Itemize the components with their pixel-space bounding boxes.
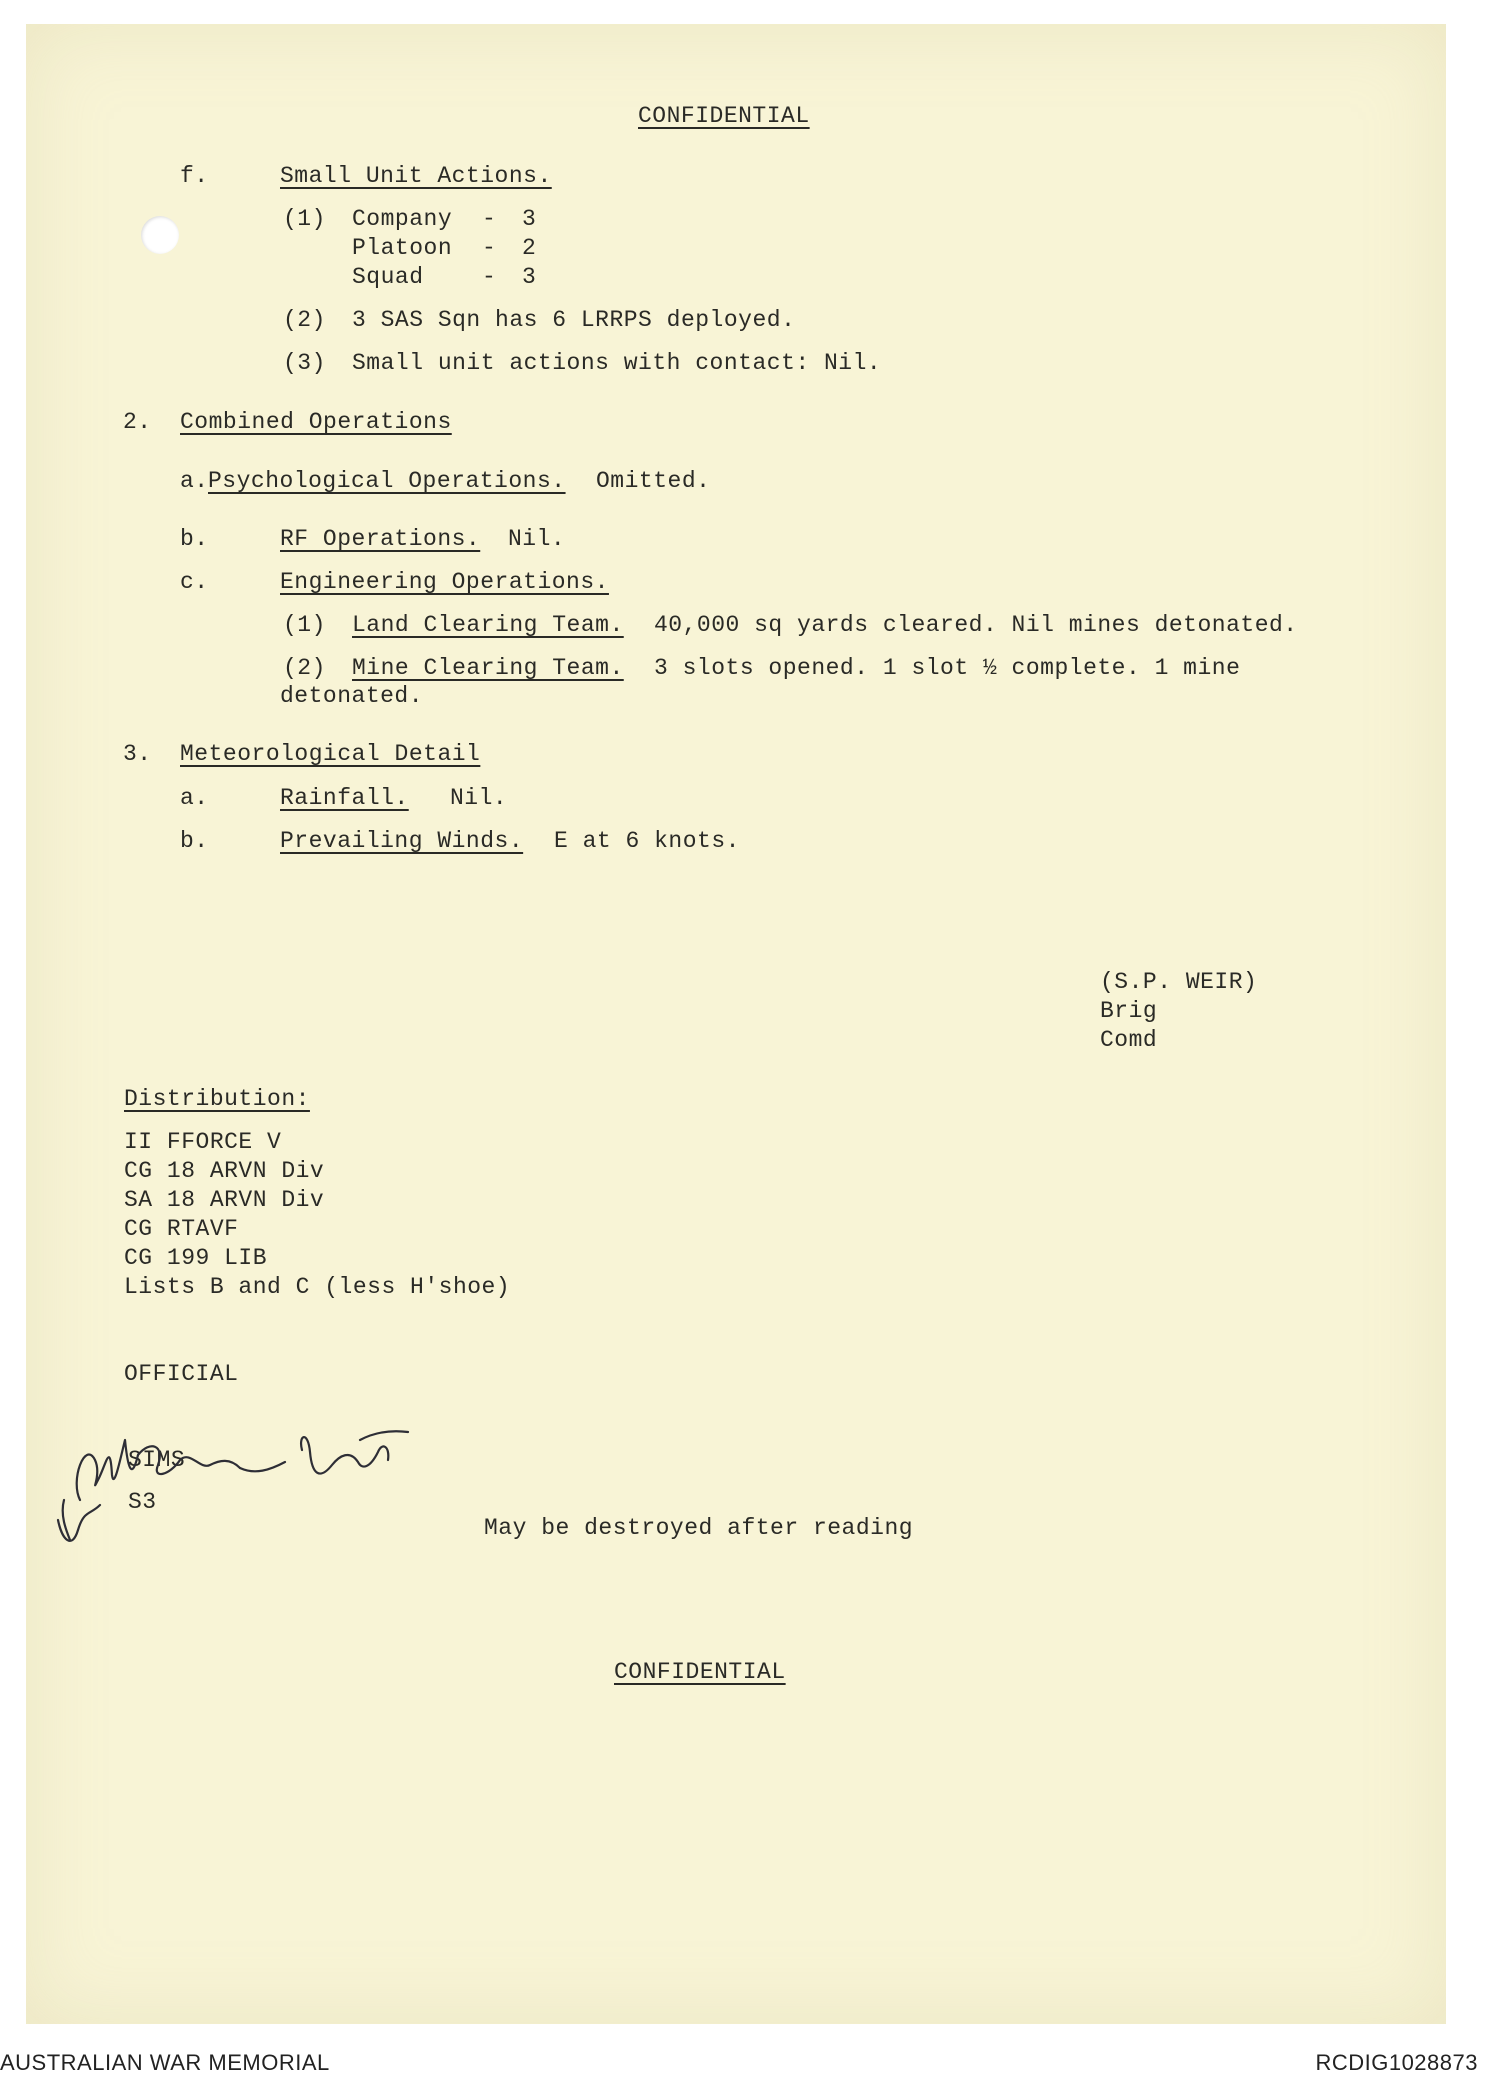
distribution-line: CG 199 LIB [124, 1245, 268, 1271]
item-text-continuation: detonated. [280, 683, 424, 709]
item-title: Mine Clearing Team. [352, 655, 624, 681]
item-number: (2) [283, 307, 326, 333]
section-f-title: Small Unit Actions. [280, 163, 552, 189]
unit-count: 3 [522, 206, 537, 232]
punch-hole [141, 216, 179, 254]
section-3-title: Meteorological Detail [180, 741, 481, 767]
unit-dash: - [482, 206, 497, 232]
official-name: SIMS [128, 1447, 186, 1473]
distribution-line: SA 18 ARVN Div [124, 1187, 325, 1213]
item-number: (3) [283, 350, 326, 376]
unit-name: Squad [352, 264, 424, 290]
distribution-title: Distribution: [124, 1086, 310, 1112]
section-3-number: 3. [123, 741, 152, 767]
handwritten-signature [40, 1380, 480, 1560]
unit-name: Platoon [352, 235, 453, 261]
distribution-line: CG 18 ARVN Div [124, 1158, 325, 1184]
item-number: (1) [283, 612, 326, 638]
signatory-appointment: Comd [1100, 1027, 1158, 1053]
item-title: Land Clearing Team. [352, 612, 624, 638]
subsection-text: E at 6 knots. [554, 828, 740, 854]
subsection-letter: b. [180, 526, 209, 552]
subsection-letter: a. [180, 785, 209, 811]
unit-count: 3 [522, 264, 537, 290]
distribution-line: Lists B and C (less H'shoe) [124, 1274, 511, 1300]
subsection-letter: b. [180, 828, 209, 854]
subsection-title: Engineering Operations. [280, 569, 609, 595]
archive-institution: AUSTRALIAN WAR MEMORIAL [0, 2050, 330, 2075]
signatory-name: (S.P. WEIR) [1100, 969, 1258, 995]
item-text: 3 slots opened. 1 slot ½ complete. 1 mine [654, 655, 1241, 681]
archive-item-id: RCDIG1028873 [1315, 2050, 1478, 2075]
item-number: (1) [283, 206, 326, 232]
subsection-text: Nil. [450, 785, 508, 811]
item-text: 3 SAS Sqn has 6 LRRPS deployed. [352, 307, 796, 333]
footer-classification: CONFIDENTIAL [614, 1659, 786, 1685]
subsection-text: Omitted. [596, 468, 711, 494]
unit-count: 2 [522, 235, 537, 261]
subsection-title: Rainfall. [280, 785, 409, 811]
official-label: OFFICIAL [124, 1361, 239, 1387]
destroy-note: May be destroyed after reading [484, 1515, 914, 1541]
official-appointment: S3 [128, 1489, 157, 1515]
subsection-title: Prevailing Winds. [280, 828, 524, 854]
subsection-text: Nil. [508, 526, 566, 552]
item-text: 40,000 sq yards cleared. Nil mines detonated. [654, 612, 1298, 638]
unit-name: Company [352, 206, 453, 232]
subsection-letter: c. [180, 569, 209, 595]
distribution-line: CG RTAVF [124, 1216, 239, 1242]
unit-dash: - [482, 235, 497, 261]
section-2-number: 2. [123, 409, 152, 435]
subsection-letter: a. [180, 468, 209, 494]
header-classification: CONFIDENTIAL [638, 103, 810, 129]
section-2-title: Combined Operations [180, 409, 452, 435]
item-number: (2) [283, 655, 326, 681]
signatory-rank: Brig [1100, 998, 1158, 1024]
subsection-title: Psychological Operations. [208, 468, 566, 494]
subsection-title: RF Operations. [280, 526, 481, 552]
unit-dash: - [482, 264, 497, 290]
section-f-letter: f. [180, 163, 209, 189]
distribution-line: II FFORCE V [124, 1129, 282, 1155]
item-text: Small unit actions with contact: Nil. [352, 350, 882, 376]
